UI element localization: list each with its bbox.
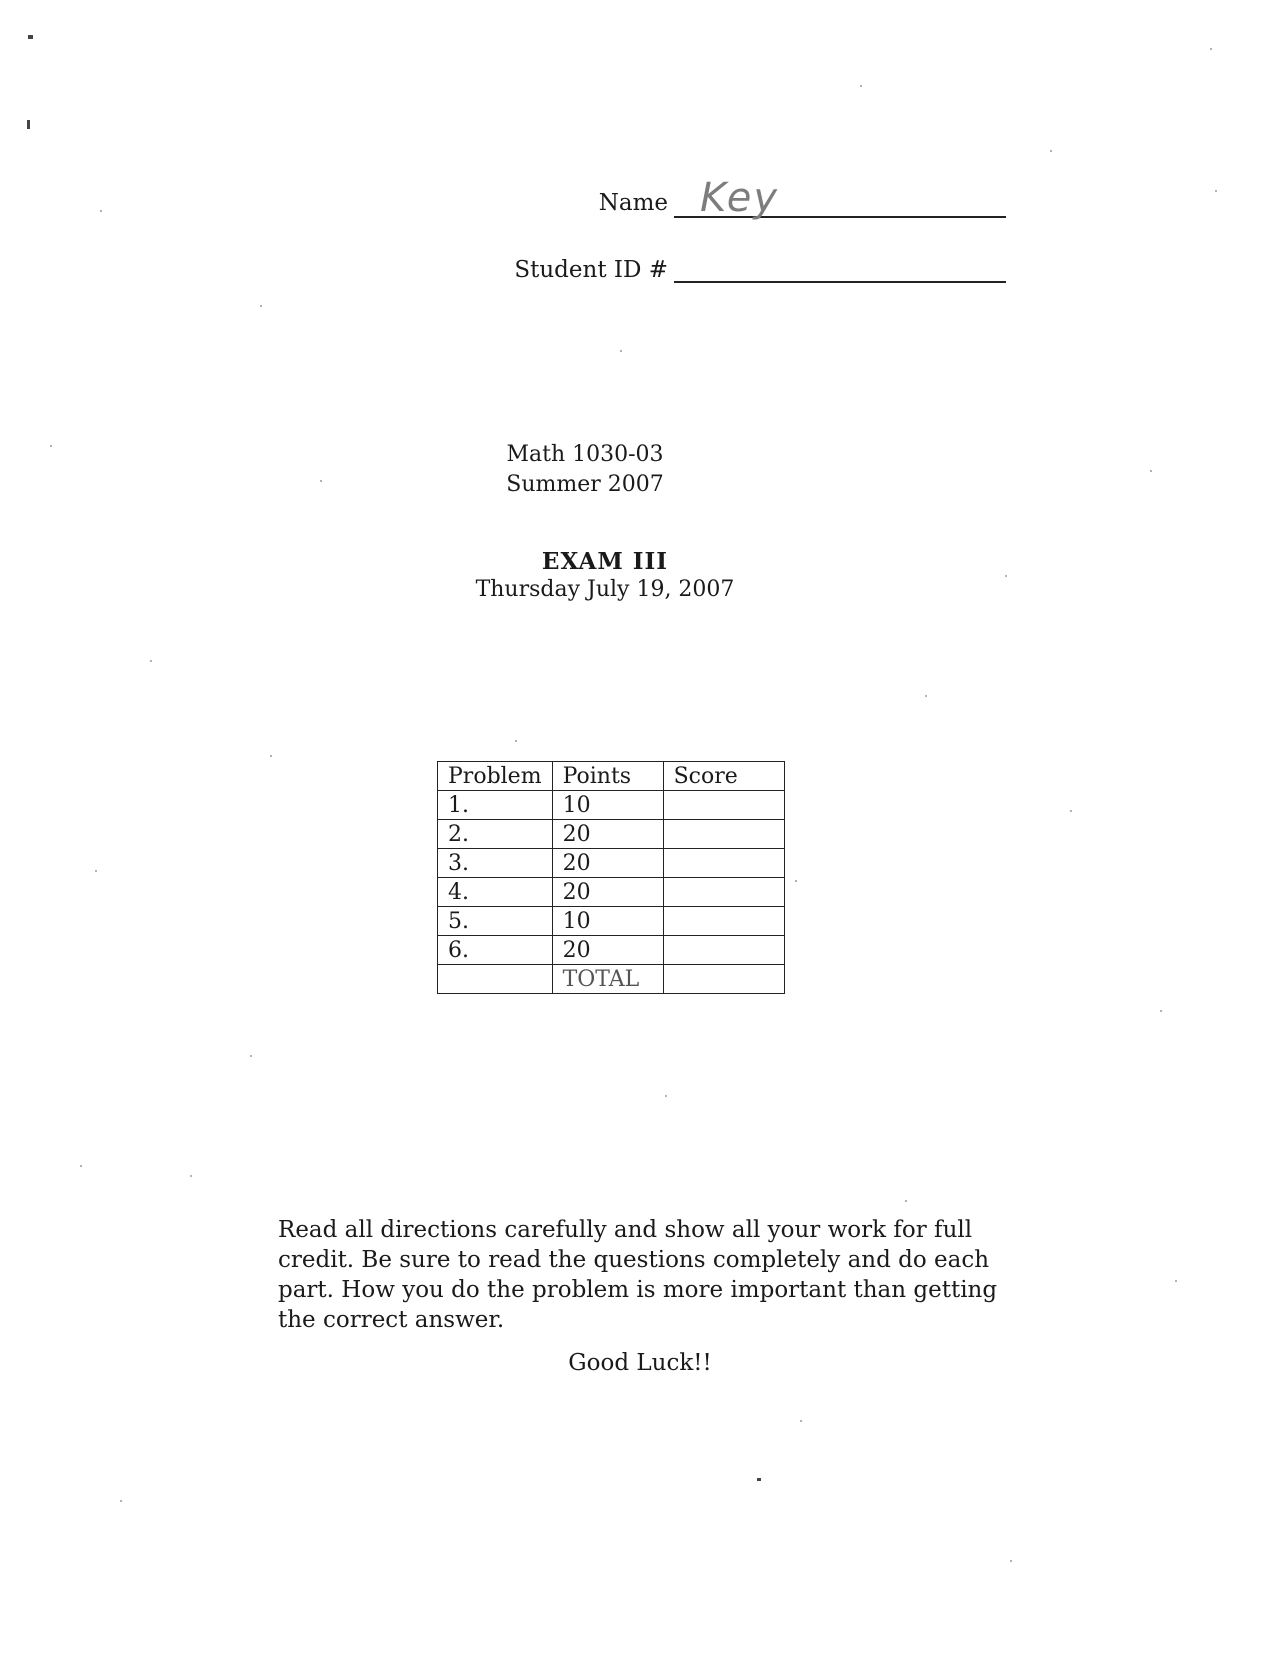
scan-speck — [620, 350, 622, 352]
total-row — [438, 965, 785, 994]
header-score: Score — [663, 762, 784, 791]
points-cell: 20 — [552, 820, 663, 849]
scan-speck — [95, 870, 97, 872]
points-cell: 20 — [552, 936, 663, 965]
points-cell: 20 — [552, 849, 663, 878]
scan-speck — [795, 880, 797, 882]
name-handwritten-value: Key — [700, 175, 780, 221]
score-cell — [663, 878, 784, 907]
scan-speck — [1010, 1560, 1012, 1562]
score-cell — [663, 791, 784, 820]
scan-speck — [1215, 190, 1217, 192]
total-empty-cell — [438, 965, 553, 994]
scan-mark — [757, 1478, 761, 1481]
score-cell — [663, 849, 784, 878]
problem-cell: 4. — [438, 878, 553, 907]
scan-speck — [260, 305, 262, 307]
exam-directions: Read all directions carefully and show all your work for full credit. Be sure to read the questions completely and do each part. How you do the problem is more important than getting the correct answer. — [278, 1217, 998, 1333]
course-code: Math 1030-03 — [506, 442, 664, 467]
score-cell — [663, 907, 784, 936]
problem-cell: 5. — [438, 907, 553, 936]
total-label: TOTAL — [552, 965, 663, 994]
student-id-field-line — [674, 281, 1006, 283]
table-row — [438, 791, 785, 820]
scan-speck — [905, 1200, 907, 1202]
scan-speck — [150, 660, 152, 662]
course-term: Summer 2007 — [506, 472, 664, 497]
scan-speck — [100, 210, 102, 212]
table-row — [438, 907, 785, 936]
scan-speck — [1070, 810, 1072, 812]
scan-speck — [270, 755, 272, 757]
problem-cell: 3. — [438, 849, 553, 878]
exam-info — [0, 548, 1245, 602]
score-table-header-row — [438, 762, 785, 791]
points-cell: 10 — [552, 791, 663, 820]
scan-speck — [800, 1420, 802, 1422]
scan-speck — [1160, 1010, 1162, 1012]
problem-cell: 1. — [438, 791, 553, 820]
points-cell: 10 — [552, 907, 663, 936]
table-row — [438, 878, 785, 907]
scan-speck — [665, 1095, 667, 1097]
scan-speck — [860, 85, 862, 87]
table-row — [438, 820, 785, 849]
exam-date: Thursday July 19, 2007 — [475, 577, 735, 602]
score-cell — [663, 936, 784, 965]
scan-speck — [515, 740, 517, 742]
points-cell: 20 — [552, 878, 663, 907]
scan-speck — [1050, 150, 1052, 152]
scan-speck — [250, 1055, 252, 1057]
course-info — [0, 440, 1225, 500]
scan-speck — [120, 1500, 122, 1502]
good-luck-text: Good Luck!! — [568, 1350, 712, 1376]
scan-speck — [190, 1175, 192, 1177]
exam-title: EXAM III — [541, 548, 669, 575]
name-label: Name — [598, 190, 668, 216]
scan-mark — [28, 35, 33, 39]
problem-cell: 6. — [438, 936, 553, 965]
scan-speck — [925, 695, 927, 697]
student-id-label: Student ID # — [514, 257, 668, 283]
header-problem: Problem — [438, 762, 553, 791]
scan-speck — [1210, 48, 1212, 50]
problem-cell: 2. — [438, 820, 553, 849]
table-row — [438, 936, 785, 965]
scan-mark — [27, 120, 30, 129]
scan-speck — [80, 1165, 82, 1167]
total-score-cell — [663, 965, 784, 994]
header-points: Points — [552, 762, 663, 791]
table-row — [438, 849, 785, 878]
scan-speck — [1175, 1280, 1177, 1282]
score-table — [437, 761, 785, 994]
score-cell — [663, 820, 784, 849]
